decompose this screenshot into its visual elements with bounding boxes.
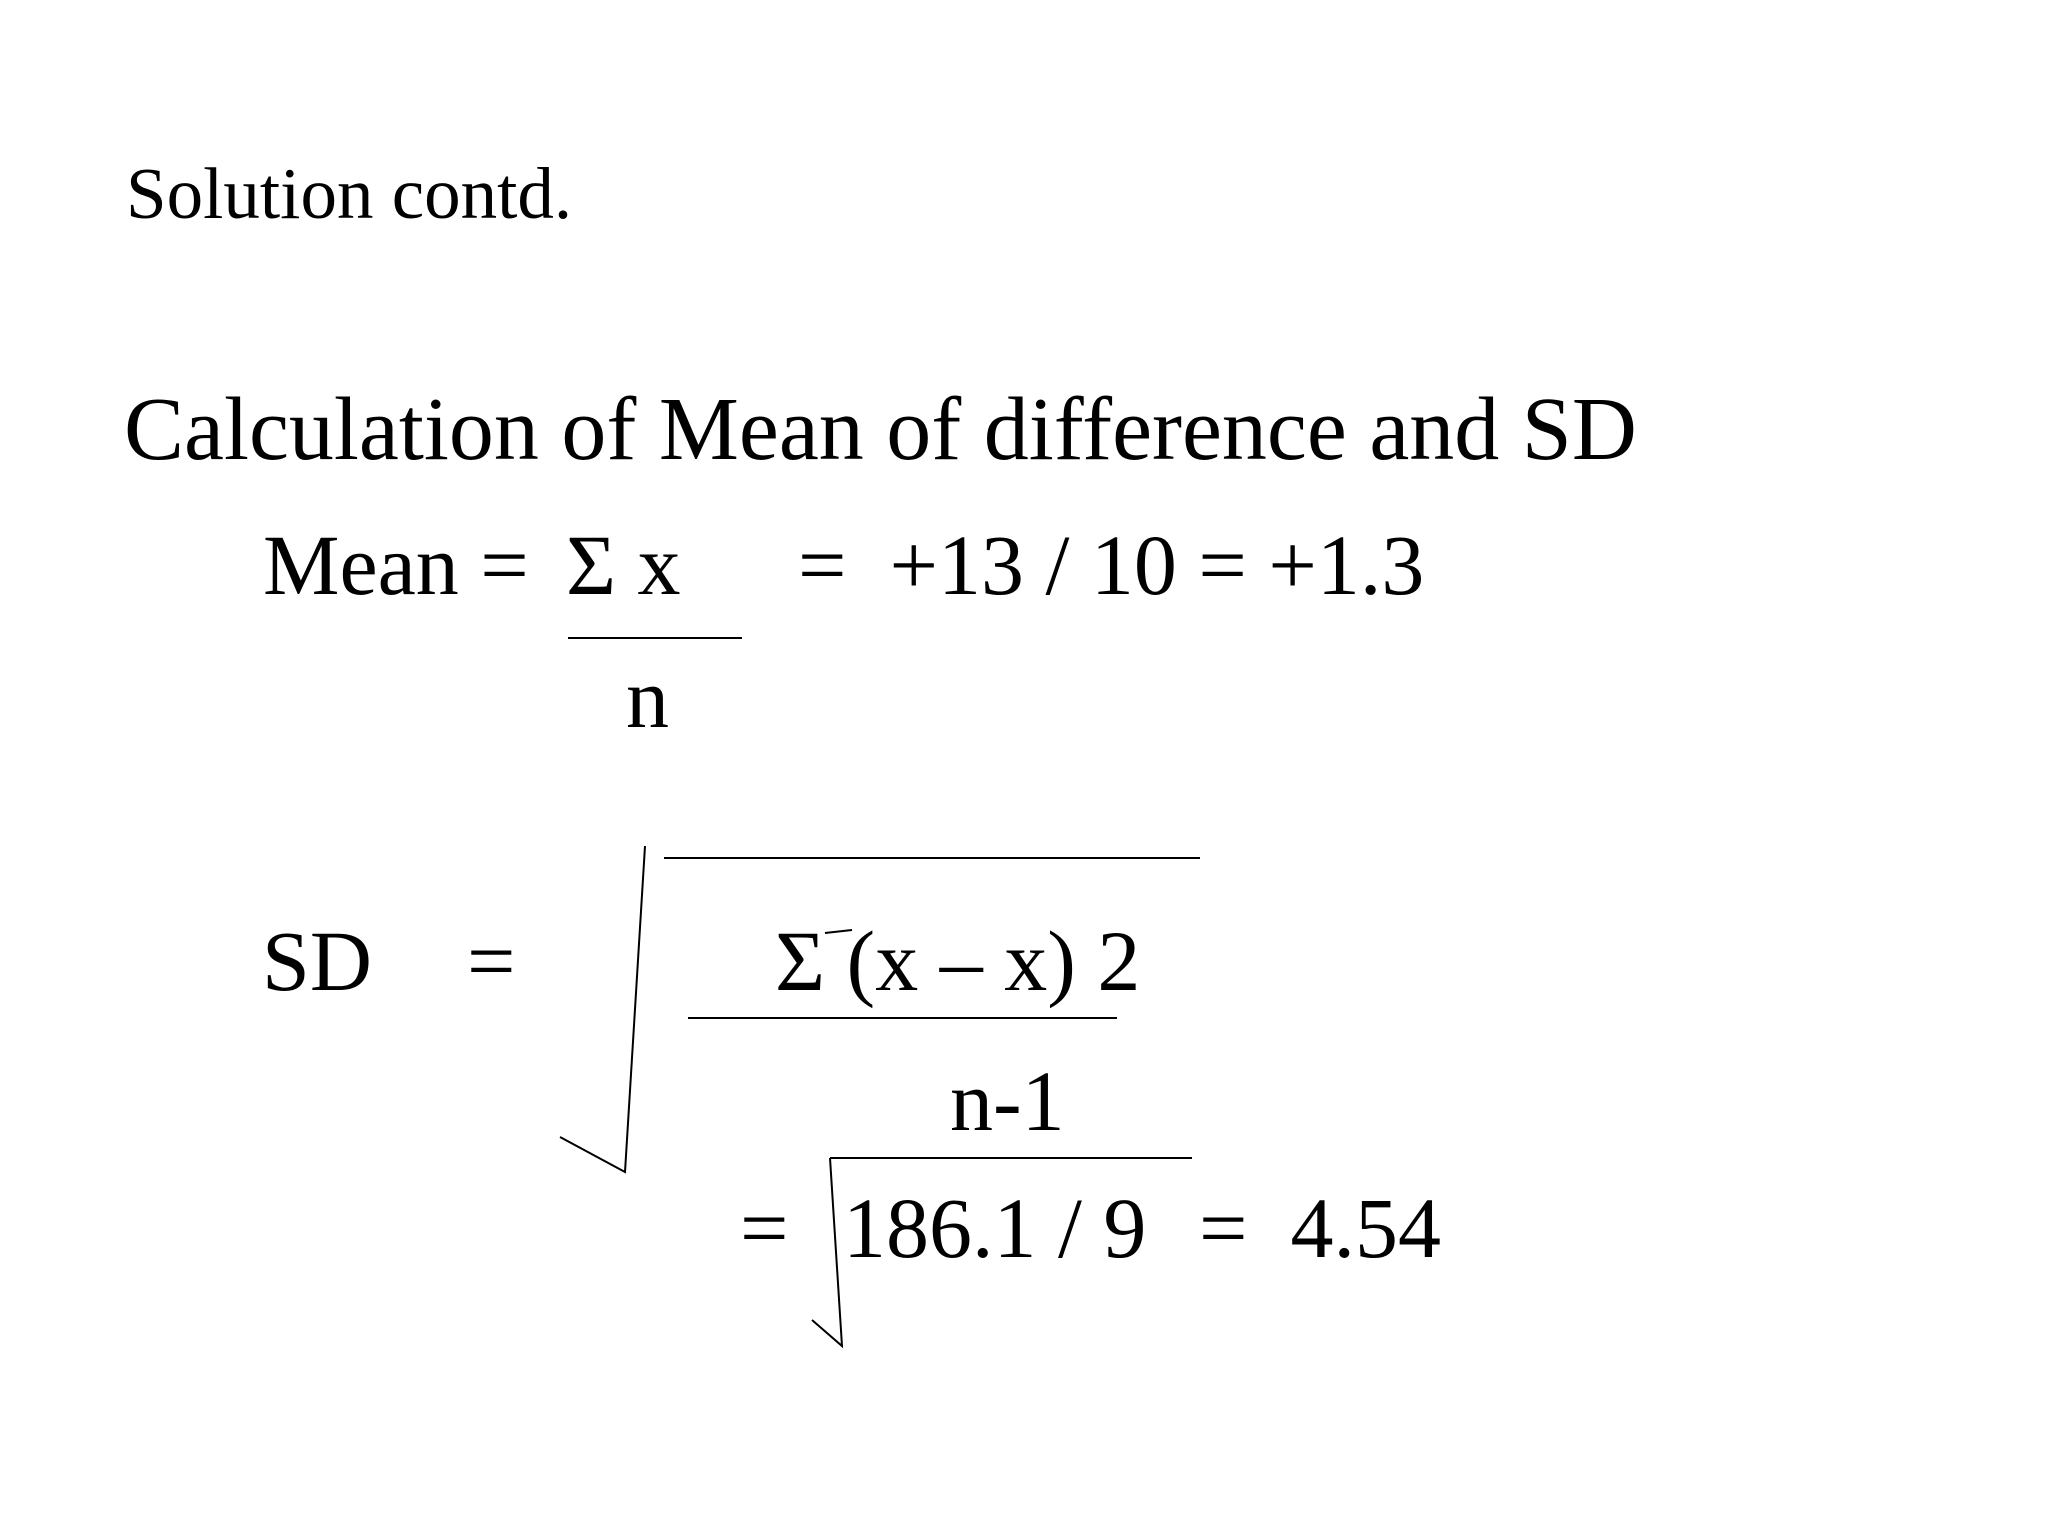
sd-result: = 4.54 [1199, 1180, 1442, 1276]
mean-denominator: n [626, 650, 669, 746]
sd-equals: = [467, 913, 516, 1009]
x-bar-mark [825, 930, 852, 933]
slide-subtitle: Solution contd. [126, 153, 573, 234]
sd-radical-sign [560, 846, 645, 1172]
mean-label: Mean = [263, 517, 529, 613]
sd-numerator: Σ (x – x) 2 [775, 913, 1141, 1009]
sd-value: 186.1 / 9 [843, 1180, 1147, 1276]
sd-label: SD [262, 913, 372, 1009]
slide-heading: Calculation of Mean of difference and SD [124, 380, 1637, 479]
sd-second-radical-sign [812, 1158, 842, 1346]
sd-second-equals: = [740, 1180, 789, 1276]
sd-denominator: n-1 [950, 1053, 1065, 1149]
mean-result: = +13 / 10 = +1.3 [798, 517, 1425, 613]
mean-numerator: Σ x [566, 517, 681, 613]
